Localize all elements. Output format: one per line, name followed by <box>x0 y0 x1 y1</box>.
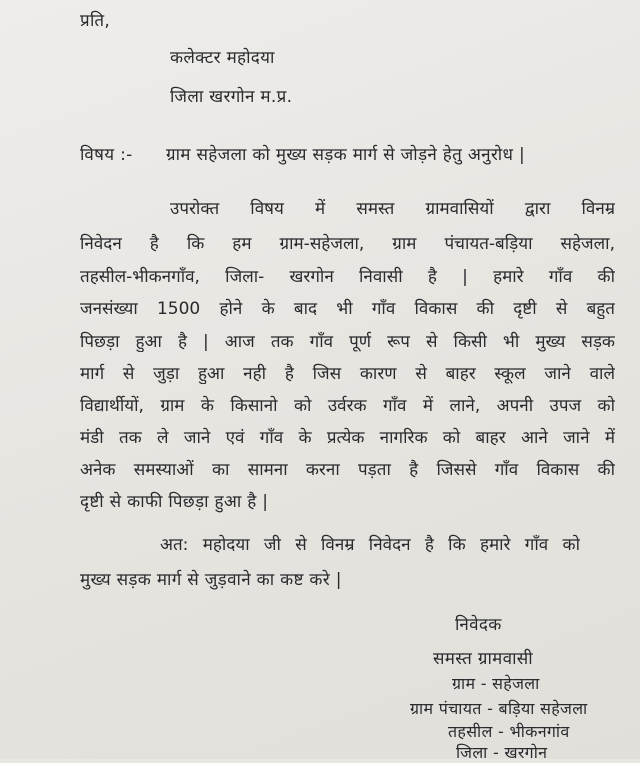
body-line: पिछड़ा हुआ है | आज तक गाँव पूर्ण रूप से किसी भी मुख्य सड़क <box>80 332 615 352</box>
signature-district: जिला - खरगोन <box>456 743 548 762</box>
subject-text: ग्राम सहेजला को मुख्य सड़क मार्ग से जोड़ने हेतु अनुरोध | <box>166 145 525 165</box>
body-line: उपरोक्त विषय में समस्त ग्रामवासियों द्वारा विनम्र <box>170 199 615 219</box>
subject-label: विषय :- <box>80 145 133 165</box>
signature-panchayat: ग्राम पंचायत - बड़िया सहेजला <box>410 699 588 718</box>
body-line: अनेक समस्याओं का सामना करना पड़ता है जिससे गाँव विकास की <box>80 460 615 480</box>
body-line: तहसील-भीकनगाँव, जिला- खरगोन निवासी है | हमारे गाँव की <box>80 267 615 287</box>
salutation: प्रति, <box>80 11 111 31</box>
closing-line: मुख्य सड़क मार्ग से जुड़वाने का कष्ट करे | <box>80 570 342 590</box>
body-line: मंडी तक ले जाने एवं गाँव के प्रत्येक नागरिक को बाहर आने जाने में <box>80 428 615 448</box>
recipient-line-2: जिला खरगोन म.प्र. <box>170 87 293 107</box>
signature-tehsil: तहसील - भीकनगांव <box>448 722 570 741</box>
recipient-line-1: कलेक्टर महोदया <box>170 48 275 68</box>
body-line: निवेदन है कि हम ग्राम-सहेजला, ग्राम पंचायत-बड़िया सहेजला, <box>80 234 615 254</box>
signature-title: निवेदक <box>455 615 502 635</box>
signature-from: समस्त ग्रामवासी <box>433 649 533 669</box>
body-line: जनसंख्या 1500 होने के बाद भी गाँव विकास की दृष्टी से बहुत <box>80 299 615 319</box>
closing-line: अत: महोदया जी से विनम्र निवेदन है कि हमारे गाँव को <box>160 535 580 555</box>
body-line: मार्ग से जुड़ा हुआ नही है जिस कारण से बाहर स्कूल जाने वाले <box>80 364 615 384</box>
body-line: विद्यार्थीयों, ग्राम के किसानो को उर्वरक गाँव में लाने, अपनी उपज को <box>80 396 615 416</box>
signature-village: ग्राम - सहेजला <box>452 674 540 693</box>
body-line: दृष्टी से काफी पिछड़ा हुआ है | <box>80 492 269 512</box>
